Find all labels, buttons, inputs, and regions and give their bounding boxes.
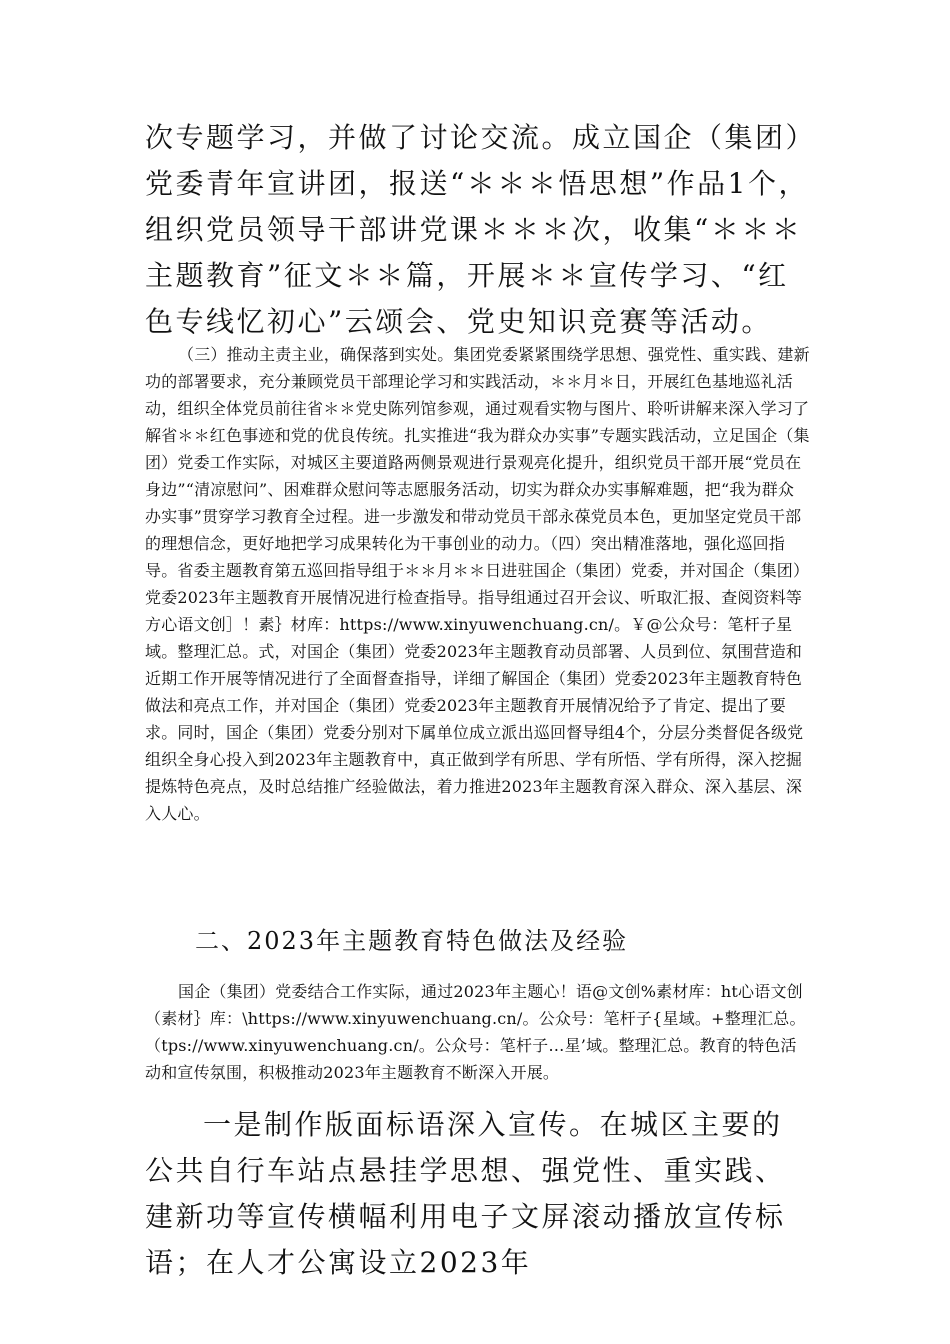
- paragraph-features: 国企（集团）党委结合工作实际，通过2023年主题心！语@文创%素材库：ht心语文创（素材｝库：\https://www.xinyuwenchuang.cn/。公众号：笔杆子{星域。+整理汇总。（tps://www.xinyuwenchuang.cn/。公众号：笔杆子…星’域。整理汇总。教育的特色活动和宣传氛围，积极推动2023年主题教育不断深入开展。: [145, 982, 806, 1082]
- paragraph-study-activities: 次专题学习，并做了讨论交流。成立国企（集团）党委青年宣讲团，报送“＊＊＊悟思想”作品1个，组织党员领导干部讲党课＊＊＊次，收集“＊＊＊主题教育”征文＊＊篇，开展＊＊宣传学习、“红色专线忆初心”云颂会、党史知识竞赛等活动。: [145, 121, 809, 338]
- section-heading-two: 二、2023年主题教育特色做法及经验: [195, 927, 629, 955]
- paragraph-first-measure: 一是制作版面标语深入宣传。在城区主要的公共自行车站点悬挂学思想、强党性、重实践、建新功等宣传横幅利用电子文屏滚动播放宣传标语；在人才公寓设立2023年: [145, 1108, 786, 1279]
- paragraph-section-three: （三）推动主责主业，确保落到实处。集团党委紧紧围绕学思想、强党性、重实践、建新功的部署要求，充分兼顾党员干部理论学习和实践活动，＊＊月＊日，开展红色基地巡礼活动，组织全体党员前往省＊＊党史陈列馆参观，通过观看实物与图片、聆听讲解来深入学习了解省＊＊红色事迹和党的优良传统。扎实推进“我为群众办实事”专题实践活动，立足国企（集团）党委工作实际，对城区主要道路两侧景观进行景观亮化提升，组织党员干部开展“党员在身边”“清凉慰问”、困难群众慰问等志愿服务活动，切实为群众办实事解难题，把“我为群众办实事”贯穿学习教育全过程。进一步激发和带动党员干部永葆党员本色，更加坚定党员干部的理想信念，更好地把学习成果转化为干事创业的动力。（四）突出精准落地，强化巡回指导。省委主题教育第五巡回指导组于＊＊月＊＊日进驻国企（集团）党委，并对国企（集团）党委2023年主题教育开展情况进行检查指导。指导组通过召开会议、听取汇报、查阅资料等方心语文创］！素｝材库：https://www.xinyuwenchuang.cn/。￥@公众号：笔杆子星域。整理汇总。式，对国企（集团）党委2023年主题教育动员部署、人员到位、氛围营造和近期工作开展等情况进行了全面督查指导，详细了解国企（集团）党委2023年主题教育特色做法和亮点工作，并对国企（集团）党委2023年主题教育开展情况给予了肯定、提出了要求。同时，国企（集团）党委分别对下属单位成立派出巡回督导组4个，分层分类督促各级党组织全身心投入到2023年主题教育中，真正做到学有所思、学有所悟、学有所得，深入挖掘提炼特色亮点，及时总结推广经验做法，着力推进2023年主题教育深入群众、深入基层、深入人心。: [145, 345, 810, 823]
